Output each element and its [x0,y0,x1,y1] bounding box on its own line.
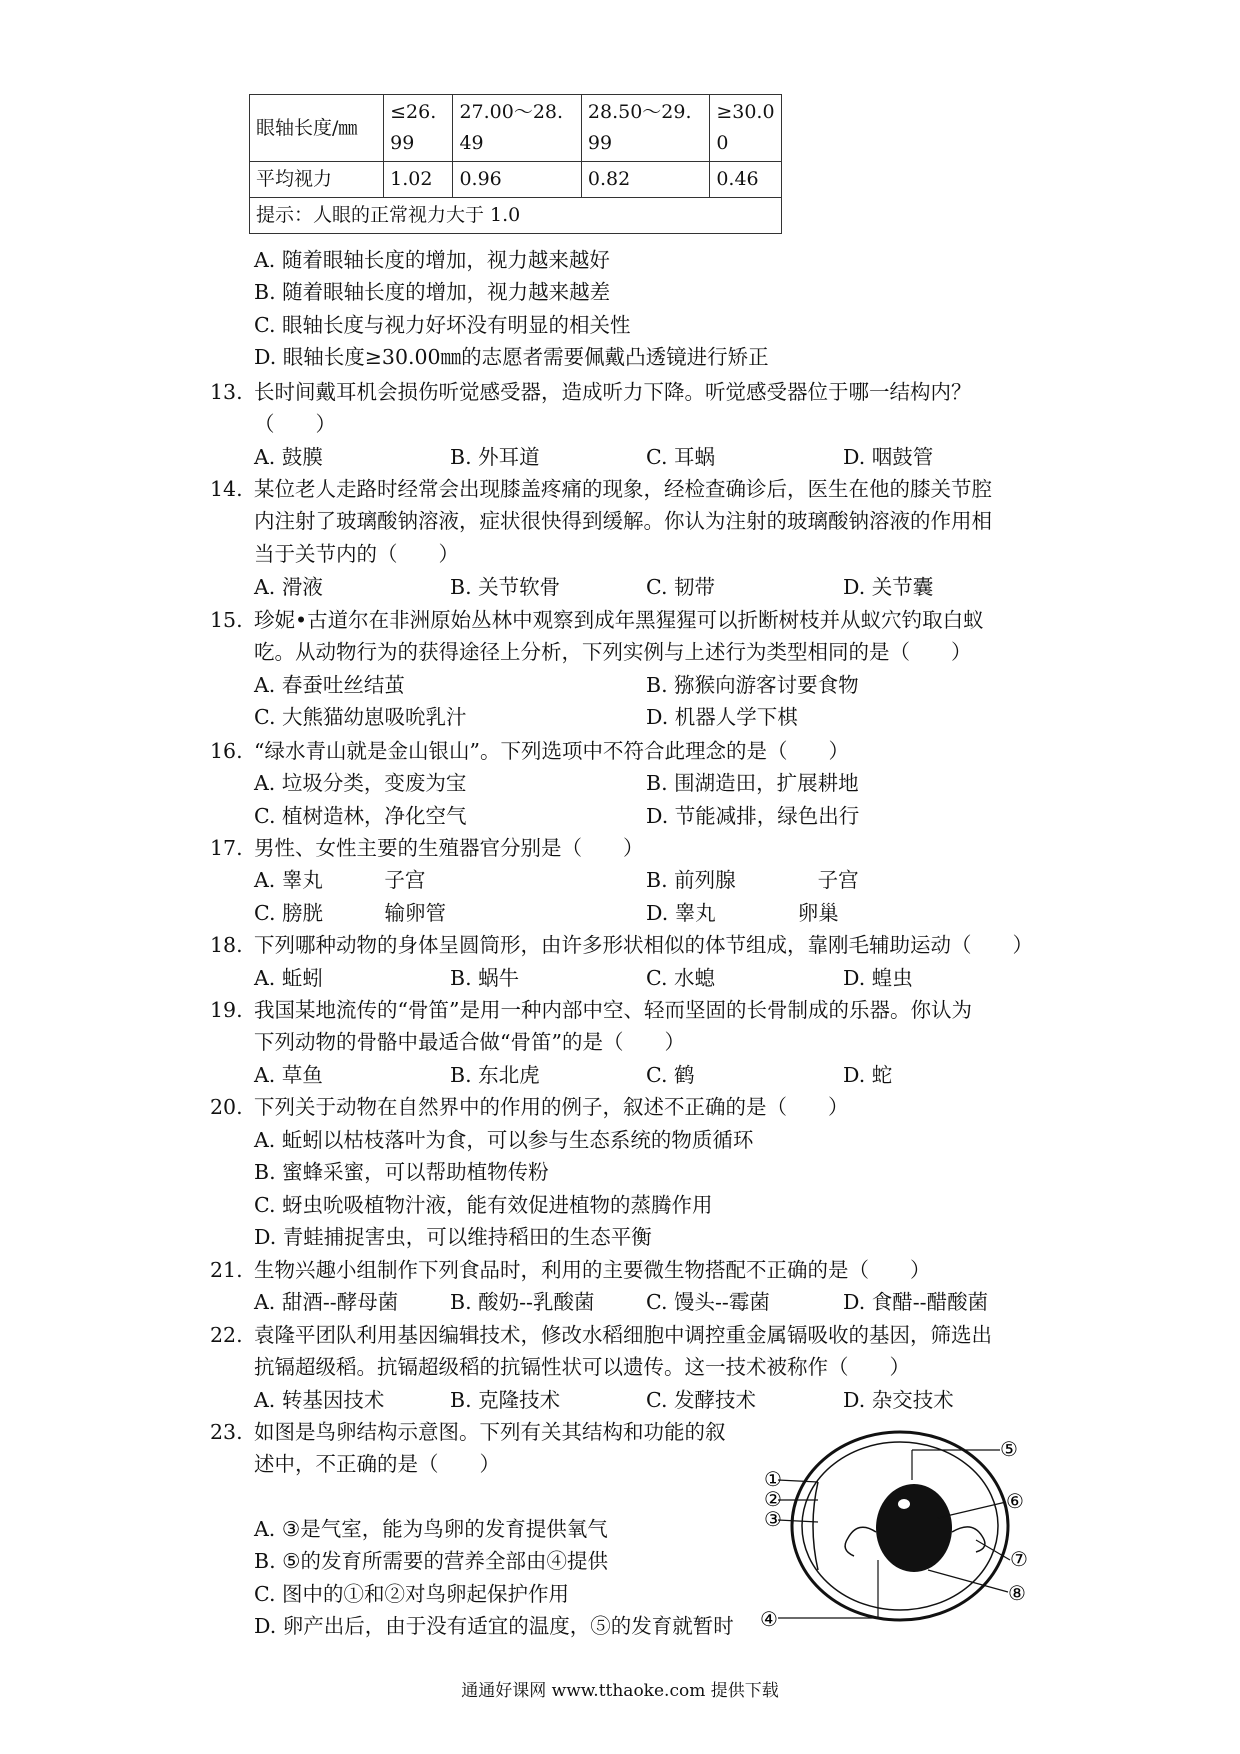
question-text: 如图是鸟卵结构示意图。下列有关其结构和功能的叙 [254,1420,726,1444]
question-text: 袁隆平团队利用基因编辑技术，修改水稻细胞中调控重金属镉吸收的基因，筛选出 [254,1323,992,1347]
answer-option: A. 春蚕吐丝结茧 [254,673,405,697]
question-number: 15. [210,608,243,632]
answer-option: A. 甜酒--酵母菌 [254,1290,399,1314]
figure-label: ⑦ [1010,1547,1028,1571]
answer-option: A. 睾丸 子宫 [254,868,426,892]
answer-option: D. 青蛙捕捉害虫，可以维持稻田的生态平衡 [254,1225,652,1249]
question-text: 下列关于动物在自然界中的作用的例子，叙述不正确的是（ ） [254,1095,849,1119]
answer-option: A. 蚯蚓 [254,966,323,990]
question-text: 下列哪种动物的身体呈圆筒形，由许多形状相似的体节组成，靠刚毛辅助运动（ ） [254,933,1033,957]
answer-option: A. 草鱼 [254,1063,323,1087]
answer-option: B. 外耳道 [450,445,540,469]
figure-label: ⑥ [1006,1489,1024,1513]
table-header-cell: 28.50～29.99 [581,95,709,162]
answer-option: B. 关节软骨 [450,575,561,599]
answer-option: B. 东北虎 [450,1063,540,1087]
answer-option: A. 滑液 [254,575,323,599]
answer-option: D. 睾丸 卵巢 [646,901,839,925]
answer-option: A. 蚯蚓以枯枝落叶为食，可以参与生态系统的物质循环 [254,1128,754,1152]
question-text: 男性、女性主要的生殖器官分别是（ ） [254,836,644,860]
answer-option: B. 前列腺 子宫 [646,868,859,892]
answer-option: D. 杂交技术 [843,1388,954,1412]
answer-option: A. 垃圾分类，变废为宝 [254,771,467,795]
question-text: （ ） [254,412,336,437]
answer-option: C. 鹤 [646,1063,695,1087]
answer-option: C. 图中的①和②对鸟卵起保护作用 [254,1582,569,1606]
answer-option: A. 鼓膜 [254,445,323,469]
question-number: 17. [210,836,243,860]
question-number: 18. [210,933,243,957]
question-text: 述中，不正确的是（ ） [254,1452,500,1477]
table-header-cell: 27.00～28.49 [453,95,581,162]
question-number: 19. [210,998,243,1022]
question-text: 珍妮•古道尔在非洲原始丛林中观察到成年黑猩猩可以折断树枝并从蚁穴钓取白蚁 [254,608,984,632]
question-text: 抗镉超级稻。抗镉超级稻的抗镉性状可以遗传。这一技术被称作（ ） [254,1355,910,1380]
question-text: 内注射了玻璃酸钠溶液，症状很快得到缓解。你认为注射的玻璃酸钠溶液的作用相 [254,509,992,534]
answer-option: D. 机器人学下棋 [646,705,798,729]
table-cell: 0.46 [710,162,782,198]
bird-egg-diagram [760,1420,1048,1645]
answer-option: D. 食醋--醋酸菌 [843,1290,989,1314]
question-text: 当于关节内的（ ） [254,541,459,566]
question-number: 21. [210,1258,243,1282]
answer-option: C. 水螅 [646,966,715,990]
answer-option: B. 克隆技术 [450,1388,561,1412]
answer-option: C. 发酵技术 [646,1388,756,1412]
table-cell: 1.02 [384,162,453,198]
answer-option: A. ③是气室，能为鸟卵的发育提供氧气 [254,1517,608,1541]
q12-option-d: D. 眼轴长度≥30.00㎜的志愿者需要佩戴凸透镜进行矫正 [254,345,769,369]
answer-option: C. 蚜虫吮吸植物汁液，能有效促进植物的蒸腾作用 [254,1193,713,1217]
answer-option: C. 耳蜗 [646,445,715,469]
question-number: 23. [210,1420,243,1444]
answer-option: C. 膀胱 输卵管 [254,901,446,925]
table-row-label: 平均视力 [250,162,384,198]
figure-label: ③ [764,1507,782,1531]
question-text: 下列动物的骨骼中最适合做“骨笛”的是（ ） [254,1030,685,1055]
table-cell: 0.82 [581,162,709,198]
question-text: “绿水青山就是金山银山”。下列选项中不符合此理念的是（ ） [254,739,849,763]
footer: 通通好课网 www.tthaoke.com 提供下载 [461,1681,779,1701]
answer-option: C. 馒头--霉菌 [646,1290,770,1314]
answer-option: C. 大熊猫幼崽吸吮乳汁 [254,705,467,729]
table-cell: 0.96 [453,162,581,198]
answer-option: D. 卵产出后，由于没有适宜的温度，⑤的发育就暂时 [254,1614,734,1638]
answer-option: D. 蝗虫 [843,966,913,990]
table-header-cell: ≤26.99 [384,95,453,162]
question-number: 14. [210,477,243,501]
question-number: 13. [210,380,243,404]
question-number: 20. [210,1095,243,1119]
answer-option: D. 蛇 [843,1063,893,1087]
answer-option: B. 酸奶--乳酸菌 [450,1290,595,1314]
question-text: 生物兴趣小组制作下列食品时，利用的主要微生物搭配不正确的是（ ） [254,1258,931,1282]
figure-label: ① [764,1467,782,1491]
table-row [250,162,782,198]
table-note: 提示：人眼的正常视力大于 1.0 [250,198,782,234]
answer-option: D. 咽鼓管 [843,445,934,469]
table-row [250,198,782,234]
question-text: 某位老人走路时经常会出现膝盖疼痛的现象，经检查确诊后，医生在他的膝关节腔 [254,477,992,501]
question-text: 吃。从动物行为的获得途径上分析，下列实例与上述行为类型相同的是（ ） [254,640,972,665]
answer-option: A. 转基因技术 [254,1388,385,1412]
answer-option: B. 蜜蜂采蜜，可以帮助植物传粉 [254,1160,549,1184]
answer-option: B. ⑤的发育所需要的营养全部由④提供 [254,1549,608,1573]
question-number: 22. [210,1323,243,1347]
answer-option: B. 围湖造田，扩展耕地 [646,771,859,795]
question-text: 我国某地流传的“骨笛”是用一种内部中空、轻而坚固的长骨制成的乐器。你认为 [254,998,972,1022]
q12-option-b: B. 随着眼轴长度的增加，视力越来越差 [254,280,611,304]
answer-option: B. 猕猴向游客讨要食物 [646,673,859,697]
question-text: 长时间戴耳机会损伤听觉感受器，造成听力下降。听觉感受器位于哪一结构内？ [254,380,972,404]
question-number: 16. [210,739,243,763]
answer-option: D. 节能减排，绿色出行 [646,804,860,828]
figure-label: ⑤ [1000,1437,1018,1461]
answer-option: C. 韧带 [646,575,715,599]
figure-label: ④ [760,1607,778,1631]
answer-option: D. 关节囊 [843,575,934,599]
q12-option-a: A. 随着眼轴长度的增加，视力越来越好 [254,248,610,272]
figure-label: ⑧ [1008,1581,1026,1605]
figure-label: ② [764,1487,782,1511]
answer-option: B. 蜗牛 [450,966,520,990]
answer-option: C. 植树造林，净化空气 [254,804,467,828]
table-row [250,95,782,162]
table-header-label: 眼轴长度/㎜ [250,95,384,162]
axis-length-table [249,94,782,234]
q12-option-c: C. 眼轴长度与视力好坏没有明显的相关性 [254,313,631,337]
table-header-cell: ≥30.00 [710,95,782,162]
